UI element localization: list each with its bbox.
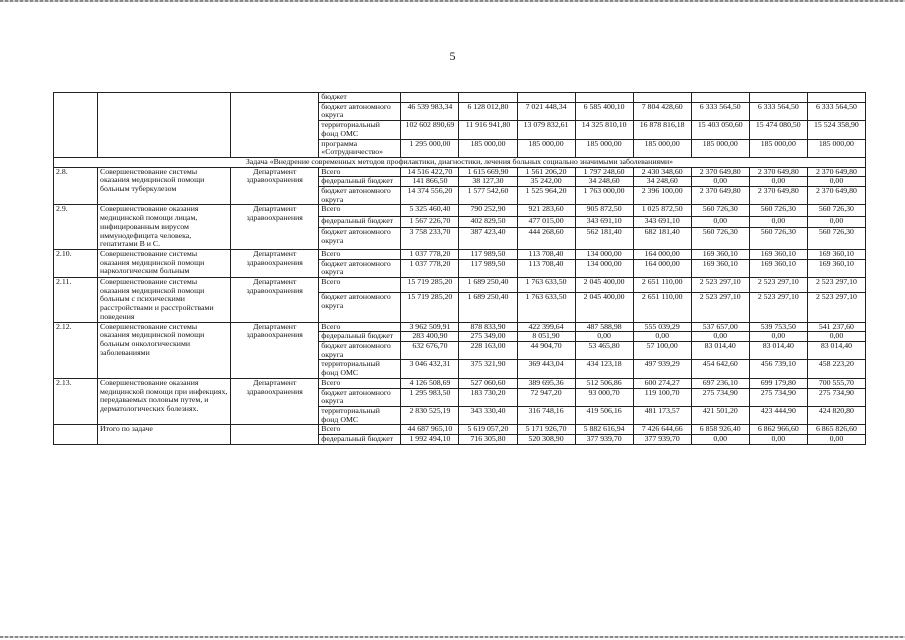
value-cell: 699 179,80 bbox=[749, 378, 807, 388]
row-number-cell: 2.11. bbox=[54, 278, 98, 323]
value-cell: 6 333 564,50 bbox=[749, 102, 807, 120]
funding-source-cell: федеральный бюджет bbox=[319, 435, 401, 445]
value-cell: 1 689 250,40 bbox=[459, 293, 517, 322]
table-row bbox=[54, 249, 866, 259]
value-cell: 402 829,50 bbox=[459, 216, 517, 227]
value-cell: 2 523 297,10 bbox=[749, 278, 807, 293]
funding-source-cell: бюджет автономного округа bbox=[319, 259, 401, 277]
responsible-cell bbox=[231, 93, 319, 158]
value-cell: 15 403 050,60 bbox=[691, 121, 749, 139]
value-cell: 444 268,60 bbox=[517, 228, 575, 250]
value-cell: 2 370 649,80 bbox=[691, 167, 749, 177]
value-cell: 0,00 bbox=[691, 435, 749, 445]
funding-source-cell: бюджет автономного округа bbox=[319, 228, 401, 250]
row-number-cell bbox=[54, 93, 98, 158]
value-cell: 1 689 250,40 bbox=[459, 278, 517, 293]
value-cell: 0,00 bbox=[807, 177, 865, 187]
measure-name-cell: Совершенствование оказания медицинской помощи при инфекциях, передаваемых половым путем, и дерматологических болезнях. bbox=[98, 378, 231, 425]
value-cell: 424 820,80 bbox=[807, 406, 865, 424]
value-cell: 44 904,70 bbox=[517, 341, 575, 359]
value-cell: 183 730,20 bbox=[459, 388, 517, 406]
measure-name-cell: Совершенствование системы оказания медицинской помощи больным онкологическими заболеваниями bbox=[98, 322, 231, 378]
value-cell: 35 242,00 bbox=[517, 177, 575, 187]
value-cell: 13 079 832,61 bbox=[517, 121, 575, 139]
value-cell: 389 695,36 bbox=[517, 378, 575, 388]
measure-name-cell: Совершенствование оказания медицинской помощи лицам, инфицированным вирусом иммунодефицита человека, гепатитами В и С. bbox=[98, 205, 231, 250]
funding-source-cell: бюджет bbox=[319, 93, 401, 103]
value-cell: 1 577 542,60 bbox=[459, 187, 517, 205]
value-cell: 6 333 564,50 bbox=[691, 102, 749, 120]
value-cell: 169 360,10 bbox=[691, 259, 749, 277]
value-cell bbox=[459, 93, 517, 103]
value-cell: 164 000,00 bbox=[633, 259, 691, 277]
value-cell: 512 506,86 bbox=[575, 378, 633, 388]
value-cell: 117 989,50 bbox=[459, 249, 517, 259]
value-cell bbox=[517, 93, 575, 103]
value-cell: 6 858 926,40 bbox=[691, 425, 749, 435]
value-cell: 1 763 000,00 bbox=[575, 187, 633, 205]
value-cell: 7 804 428,60 bbox=[633, 102, 691, 120]
value-cell: 57 100,00 bbox=[633, 341, 691, 359]
value-cell: 14 374 556,20 bbox=[401, 187, 459, 205]
value-cell: 700 555,70 bbox=[807, 378, 865, 388]
value-cell: 6 128 012,80 bbox=[459, 102, 517, 120]
value-cell: 2 370 649,80 bbox=[691, 187, 749, 205]
value-cell: 1 992 494,10 bbox=[401, 435, 459, 445]
value-cell: 44 687 965,10 bbox=[401, 425, 459, 435]
value-cell: 2 396 100,00 bbox=[633, 187, 691, 205]
measure-name-cell: Совершенствование системы оказания медицинской помощи наркологическим больным bbox=[98, 249, 231, 277]
value-cell: 600 274,27 bbox=[633, 378, 691, 388]
value-cell: 6 862 966,60 bbox=[749, 425, 807, 435]
value-cell: 15 719 285,20 bbox=[401, 278, 459, 293]
value-cell: 562 181,40 bbox=[575, 228, 633, 250]
table-row bbox=[54, 93, 866, 103]
value-cell: 555 039,29 bbox=[633, 322, 691, 332]
value-cell: 8 051,90 bbox=[517, 332, 575, 342]
value-cell: 1 797 248,60 bbox=[575, 167, 633, 177]
value-cell: 14 516 422,70 bbox=[401, 167, 459, 177]
value-cell: 2 430 348,60 bbox=[633, 167, 691, 177]
value-cell: 1 037 778,20 bbox=[401, 259, 459, 277]
funding-source-cell: Всего bbox=[319, 378, 401, 388]
value-cell: 102 602 890,69 bbox=[401, 121, 459, 139]
value-cell: 560 726,30 bbox=[807, 205, 865, 216]
funding-source-cell: бюджет автономного округа bbox=[319, 187, 401, 205]
value-cell: 422 399,64 bbox=[517, 322, 575, 332]
value-cell: 3 046 432,31 bbox=[401, 360, 459, 378]
value-cell: 185 000,00 bbox=[633, 139, 691, 157]
funding-source-cell: Всего bbox=[319, 249, 401, 259]
value-cell: 185 000,00 bbox=[575, 139, 633, 157]
value-cell: 434 123,18 bbox=[575, 360, 633, 378]
value-cell: 375 321,90 bbox=[459, 360, 517, 378]
value-cell: 53 465,80 bbox=[575, 341, 633, 359]
value-cell: 2 523 297,10 bbox=[807, 293, 865, 322]
value-cell bbox=[633, 93, 691, 103]
responsible-cell bbox=[231, 425, 319, 444]
value-cell: 185 000,00 bbox=[517, 139, 575, 157]
value-cell: 34 248,60 bbox=[633, 177, 691, 187]
funding-source-cell: Всего bbox=[319, 167, 401, 177]
value-cell: 6 865 826,60 bbox=[807, 425, 865, 435]
value-cell: 2 523 297,10 bbox=[691, 278, 749, 293]
value-cell: 0,00 bbox=[691, 177, 749, 187]
value-cell: 2 370 649,80 bbox=[749, 187, 807, 205]
measure-name-cell: Итого по задаче bbox=[98, 425, 231, 444]
value-cell: 2 045 400,00 bbox=[575, 278, 633, 293]
value-cell: 0,00 bbox=[749, 177, 807, 187]
value-cell: 2 830 525,19 bbox=[401, 406, 459, 424]
value-cell: 83 014,40 bbox=[749, 341, 807, 359]
funding-source-cell: Всего bbox=[319, 205, 401, 216]
value-cell: 0,00 bbox=[575, 332, 633, 342]
value-cell: 228 163,00 bbox=[459, 341, 517, 359]
page-number: 5 bbox=[449, 49, 456, 63]
value-cell: 83 014,40 bbox=[691, 341, 749, 359]
scan-bottom-edge bbox=[0, 636, 905, 638]
value-cell: 72 947,20 bbox=[517, 388, 575, 406]
value-cell: 0,00 bbox=[749, 216, 807, 227]
value-cell: 15 524 358,90 bbox=[807, 121, 865, 139]
value-cell: 377 939,70 bbox=[633, 435, 691, 445]
budget-table bbox=[53, 92, 866, 445]
value-cell: 878 833,90 bbox=[459, 322, 517, 332]
value-cell: 15 474 080,50 bbox=[749, 121, 807, 139]
value-cell: 3 962 509,91 bbox=[401, 322, 459, 332]
value-cell: 458 223,20 bbox=[807, 360, 865, 378]
value-cell: 6 585 400,10 bbox=[575, 102, 633, 120]
value-cell: 169 360,10 bbox=[807, 259, 865, 277]
value-cell: 537 657,00 bbox=[691, 322, 749, 332]
value-cell: 716 305,80 bbox=[459, 435, 517, 445]
value-cell: 0,00 bbox=[691, 332, 749, 342]
funding-source-cell: территориальный фонд ОМС bbox=[319, 121, 401, 139]
value-cell: 169 360,10 bbox=[807, 249, 865, 259]
funding-source-cell: федеральный бюджет bbox=[319, 216, 401, 227]
value-cell: 0,00 bbox=[691, 216, 749, 227]
measure-name-cell: Совершенствование системы оказания медицинской помощи больным с психическими расстройствами и расстройствами поведения bbox=[98, 278, 231, 323]
value-cell: 905 872,50 bbox=[575, 205, 633, 216]
value-cell: 1 025 872,50 bbox=[633, 205, 691, 216]
row-number-cell: 2.9. bbox=[54, 205, 98, 250]
value-cell: 560 726,30 bbox=[749, 228, 807, 250]
value-cell: 113 708,40 bbox=[517, 259, 575, 277]
funding-source-cell: федеральный бюджет bbox=[319, 177, 401, 187]
value-cell: 921 283,60 bbox=[517, 205, 575, 216]
value-cell: 46 539 983,34 bbox=[401, 102, 459, 120]
value-cell: 4 126 508,69 bbox=[401, 378, 459, 388]
funding-source-cell: бюджет автономного округа bbox=[319, 341, 401, 359]
value-cell: 113 708,40 bbox=[517, 249, 575, 259]
value-cell bbox=[749, 93, 807, 103]
value-cell: 185 000,00 bbox=[807, 139, 865, 157]
value-cell: 117 989,50 bbox=[459, 259, 517, 277]
value-cell: 387 423,40 bbox=[459, 228, 517, 250]
funding-source-cell: бюджет автономного округа bbox=[319, 388, 401, 406]
value-cell: 481 173,57 bbox=[633, 406, 691, 424]
row-number-cell: 2.13. bbox=[54, 378, 98, 425]
value-cell: 421 501,20 bbox=[691, 406, 749, 424]
value-cell: 0,00 bbox=[633, 332, 691, 342]
funding-source-cell: федеральный бюджет bbox=[319, 332, 401, 342]
value-cell: 423 444,90 bbox=[749, 406, 807, 424]
value-cell: 1 295 983,50 bbox=[401, 388, 459, 406]
value-cell: 2 651 110,00 bbox=[633, 293, 691, 322]
funding-source-cell: бюджет автономного округа bbox=[319, 293, 401, 322]
value-cell: 185 000,00 bbox=[691, 139, 749, 157]
table-row bbox=[54, 378, 866, 388]
row-number-cell: 2.12. bbox=[54, 322, 98, 378]
value-cell: 5 619 057,20 bbox=[459, 425, 517, 435]
scan-top-edge bbox=[0, 0, 905, 2]
value-cell: 16 878 816,18 bbox=[633, 121, 691, 139]
value-cell: 169 360,10 bbox=[691, 249, 749, 259]
table-row bbox=[54, 278, 866, 293]
value-cell: 343 330,40 bbox=[459, 406, 517, 424]
value-cell: 487 588,98 bbox=[575, 322, 633, 332]
value-cell: 14 325 810,10 bbox=[575, 121, 633, 139]
value-cell: 520 308,90 bbox=[517, 435, 575, 445]
value-cell: 477 015,00 bbox=[517, 216, 575, 227]
value-cell: 454 642,60 bbox=[691, 360, 749, 378]
value-cell: 2 370 649,80 bbox=[807, 187, 865, 205]
value-cell: 134 000,00 bbox=[575, 259, 633, 277]
value-cell: 0,00 bbox=[749, 332, 807, 342]
funding-source-cell: Всего bbox=[319, 425, 401, 435]
value-cell: 0,00 bbox=[807, 435, 865, 445]
value-cell: 419 506,16 bbox=[575, 406, 633, 424]
value-cell: 560 726,30 bbox=[691, 205, 749, 216]
value-cell: 527 060,60 bbox=[459, 378, 517, 388]
value-cell: 0,00 bbox=[807, 332, 865, 342]
table-row bbox=[54, 167, 866, 177]
value-cell bbox=[575, 93, 633, 103]
value-cell: 541 237,60 bbox=[807, 322, 865, 332]
responsible-cell: Департамент здравоохранения bbox=[231, 378, 319, 425]
task-title-row bbox=[54, 157, 866, 167]
value-cell: 134 000,00 bbox=[575, 249, 633, 259]
value-cell: 3 758 233,70 bbox=[401, 228, 459, 250]
measure-name-cell bbox=[98, 93, 231, 158]
value-cell: 343 691,10 bbox=[633, 216, 691, 227]
value-cell: 497 939,29 bbox=[633, 360, 691, 378]
value-cell: 141 866,50 bbox=[401, 177, 459, 187]
value-cell: 2 370 649,80 bbox=[749, 167, 807, 177]
responsible-cell: Департамент здравоохранения bbox=[231, 249, 319, 277]
value-cell: 169 360,10 bbox=[749, 249, 807, 259]
value-cell: 0,00 bbox=[807, 216, 865, 227]
value-cell: 2 651 110,00 bbox=[633, 278, 691, 293]
value-cell: 560 726,30 bbox=[749, 205, 807, 216]
funding-source-cell: территориальный фонд ОМС bbox=[319, 360, 401, 378]
value-cell: 1 615 669,90 bbox=[459, 167, 517, 177]
value-cell: 185 000,00 bbox=[749, 139, 807, 157]
value-cell: 1 567 226,70 bbox=[401, 216, 459, 227]
value-cell: 34 248,60 bbox=[575, 177, 633, 187]
funding-source-cell: бюджет автономного округа bbox=[319, 102, 401, 120]
table-row bbox=[54, 322, 866, 332]
value-cell: 275 349,00 bbox=[459, 332, 517, 342]
value-cell: 5 171 926,70 bbox=[517, 425, 575, 435]
funding-source-cell: территориальный фонд ОМС bbox=[319, 406, 401, 424]
table-body bbox=[54, 93, 866, 445]
value-cell: 7 021 448,34 bbox=[517, 102, 575, 120]
value-cell: 2 523 297,10 bbox=[691, 293, 749, 322]
responsible-cell: Департамент здравоохранения bbox=[231, 205, 319, 250]
value-cell: 83 014,40 bbox=[807, 341, 865, 359]
value-cell: 2 370 649,80 bbox=[807, 167, 865, 177]
value-cell: 1 763 633,50 bbox=[517, 278, 575, 293]
value-cell: 343 691,10 bbox=[575, 216, 633, 227]
funding-source-cell: программа «Сотрудничество» bbox=[319, 139, 401, 157]
value-cell: 5 325 460,40 bbox=[401, 205, 459, 216]
value-cell: 5 882 616,94 bbox=[575, 425, 633, 435]
value-cell: 377 939,70 bbox=[575, 435, 633, 445]
value-cell: 682 181,40 bbox=[633, 228, 691, 250]
measure-name-cell: Совершенствование системы оказания медицинской помощи больным туберкулезом bbox=[98, 167, 231, 205]
value-cell: 185 000,00 bbox=[459, 139, 517, 157]
value-cell: 0,00 bbox=[749, 435, 807, 445]
value-cell: 697 236,10 bbox=[691, 378, 749, 388]
value-cell: 2 045 400,00 bbox=[575, 293, 633, 322]
value-cell: 6 333 564,50 bbox=[807, 102, 865, 120]
value-cell: 560 726,30 bbox=[691, 228, 749, 250]
row-number-cell: 2.10. bbox=[54, 249, 98, 277]
value-cell bbox=[807, 93, 865, 103]
value-cell: 1 561 206,20 bbox=[517, 167, 575, 177]
value-cell: 275 734,90 bbox=[691, 388, 749, 406]
value-cell: 283 400,90 bbox=[401, 332, 459, 342]
value-cell: 7 426 644,66 bbox=[633, 425, 691, 435]
funding-source-cell: Всего bbox=[319, 322, 401, 332]
value-cell: 275 734,90 bbox=[749, 388, 807, 406]
responsible-cell: Департамент здравоохранения bbox=[231, 278, 319, 323]
responsible-cell: Департамент здравоохранения bbox=[231, 322, 319, 378]
value-cell: 11 916 941,80 bbox=[459, 121, 517, 139]
value-cell: 790 252,90 bbox=[459, 205, 517, 216]
row-number-cell: 2.8. bbox=[54, 167, 98, 205]
value-cell: 15 719 285,20 bbox=[401, 293, 459, 322]
value-cell bbox=[401, 93, 459, 103]
value-cell: 632 676,70 bbox=[401, 341, 459, 359]
funding-source-cell: Всего bbox=[319, 278, 401, 293]
row-number-cell bbox=[54, 425, 98, 444]
value-cell: 2 523 297,10 bbox=[807, 278, 865, 293]
value-cell: 560 726,30 bbox=[807, 228, 865, 250]
value-cell: 1 763 633,50 bbox=[517, 293, 575, 322]
value-cell: 456 739,10 bbox=[749, 360, 807, 378]
value-cell: 369 443,04 bbox=[517, 360, 575, 378]
value-cell: 316 748,16 bbox=[517, 406, 575, 424]
value-cell: 93 000,70 bbox=[575, 388, 633, 406]
value-cell: 38 127,30 bbox=[459, 177, 517, 187]
value-cell: 119 100,70 bbox=[633, 388, 691, 406]
value-cell: 1 525 964,20 bbox=[517, 187, 575, 205]
responsible-cell: Департамент здравоохранения bbox=[231, 167, 319, 205]
task-title: Задача «Внедрение современных методов профилактики, диагностики, лечения больных социально значимыми заболеваниями» bbox=[54, 157, 866, 167]
table-row bbox=[54, 425, 866, 435]
value-cell: 1 037 778,20 bbox=[401, 249, 459, 259]
value-cell: 164 000,00 bbox=[633, 249, 691, 259]
value-cell: 2 523 297,10 bbox=[749, 293, 807, 322]
value-cell bbox=[691, 93, 749, 103]
table-row bbox=[54, 205, 866, 216]
value-cell: 1 295 000,00 bbox=[401, 139, 459, 157]
value-cell: 539 753,50 bbox=[749, 322, 807, 332]
value-cell: 169 360,10 bbox=[749, 259, 807, 277]
value-cell: 275 734,90 bbox=[807, 388, 865, 406]
